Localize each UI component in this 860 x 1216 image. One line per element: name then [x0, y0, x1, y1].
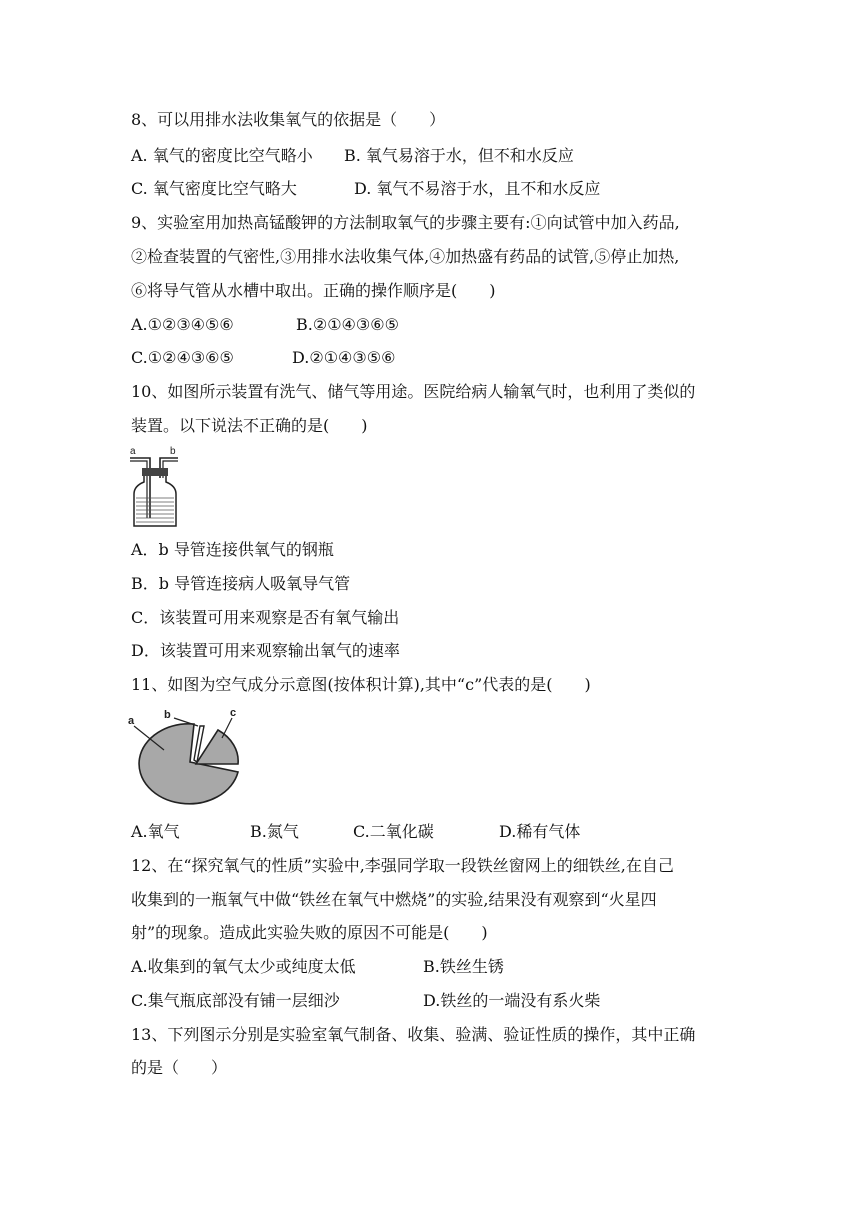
q9-stem-line1: 9、实验室用加热高锰酸钾的方法制取氧气的步骤主要有:①向试管中加入药品,: [131, 213, 680, 232]
pie-label-b: b: [164, 709, 171, 721]
q8-option-b: B. 氧气易溶于水，但不和水反应: [344, 146, 574, 165]
q8-stem: 8、可以用排水法收集氧气的依据是（ ）: [131, 110, 446, 129]
q12-option-c: C.集气瓶底部没有铺一层细沙: [131, 991, 340, 1010]
q9-stem-line3: ⑥将导气管从水槽中取出。正确的操作顺序是( ): [131, 281, 496, 300]
q12-stem-line2: 收集到的一瓶氧气中做“铁丝在氧气中燃烧”的实验,结果没有观察到“火星四: [131, 890, 657, 909]
q12-stem-line3: 射”的现象。造成此实验失败的原因不可能是( ): [131, 923, 488, 942]
figure-label-b: b: [170, 446, 176, 457]
q10-option-c: C．该装置可用来观察是否有氧气输出: [131, 608, 400, 627]
pie-label-c: c: [230, 707, 237, 719]
q8-options-row1: [131, 145, 574, 167]
air-composition-pie-figure: [126, 704, 246, 810]
q10-stem-line1: 10、如图所示装置有洗气、储气等用途。医院给病人输氧气时，也利用了类似的: [131, 382, 696, 401]
q10-option-b: B．b 导管连接病人吸氧导气管: [131, 574, 351, 593]
q10-option-a: A．b 导管连接供氧气的钢瓶: [131, 540, 334, 559]
q11-option-d: D.稀有气体: [499, 822, 581, 841]
q8-option-a: A. 氧气的密度比空气略小: [131, 146, 313, 165]
q9-option-d: D.②①④③⑤⑥: [292, 348, 396, 367]
q12-option-b: B.铁丝生锈: [423, 957, 504, 976]
q10-stem-line2: 装置。以下说法不正确的是( ): [131, 416, 368, 435]
q8-option-c: C. 氧气密度比空气略大: [131, 179, 297, 198]
pie-label-a: a: [128, 715, 135, 727]
q9-option-a: A.①②③④⑤⑥: [131, 315, 234, 334]
q12-options-row2: [131, 990, 600, 1012]
q9-option-c: C.①②④③⑥⑤: [131, 348, 234, 367]
q11-stem: 11、如图为空气成分示意图(按体积计算),其中“c”代表的是( ): [131, 675, 591, 694]
q10-option-d: D．该装置可用来观察输出氧气的速率: [131, 641, 400, 660]
q12-options-row1: [131, 956, 504, 978]
gas-washing-bottle-figure: [126, 444, 186, 530]
q11-options-row: [131, 821, 580, 843]
q12-option-a: A.收集到的氧气太少或纯度太低: [131, 957, 356, 976]
figure-label-a: a: [130, 446, 136, 457]
q9-stem-line2: ②检查装置的气密性,③用排水法收集气体,④加热盛有药品的试管,⑤停止加热,: [131, 247, 680, 266]
q11-option-a: A.氧气: [131, 822, 180, 841]
q9-options-row2: [131, 347, 395, 369]
q12-option-d: D.铁丝的一端没有系火柴: [423, 991, 601, 1010]
q13-stem-line2: 的是（ ）: [131, 1058, 228, 1077]
q11-option-c: C.二氧化碳: [353, 822, 434, 841]
q8-option-d: D. 氧气不易溶于水，且不和水反应: [354, 179, 601, 198]
q9-options-row1: [131, 314, 399, 336]
q8-options-row2: [131, 178, 600, 200]
q12-stem-line1: 12、在“探究氧气的性质”实验中,李强同学取一段铁丝窗网上的细铁丝,在自己: [131, 856, 674, 875]
q9-option-b: B.②①④③⑥⑤: [296, 315, 399, 334]
q11-option-b: B.氮气: [250, 822, 299, 841]
q13-stem-line1: 13、下列图示分别是实验室氧气制备、收集、验满、验证性质的操作，其中正确: [131, 1025, 696, 1044]
